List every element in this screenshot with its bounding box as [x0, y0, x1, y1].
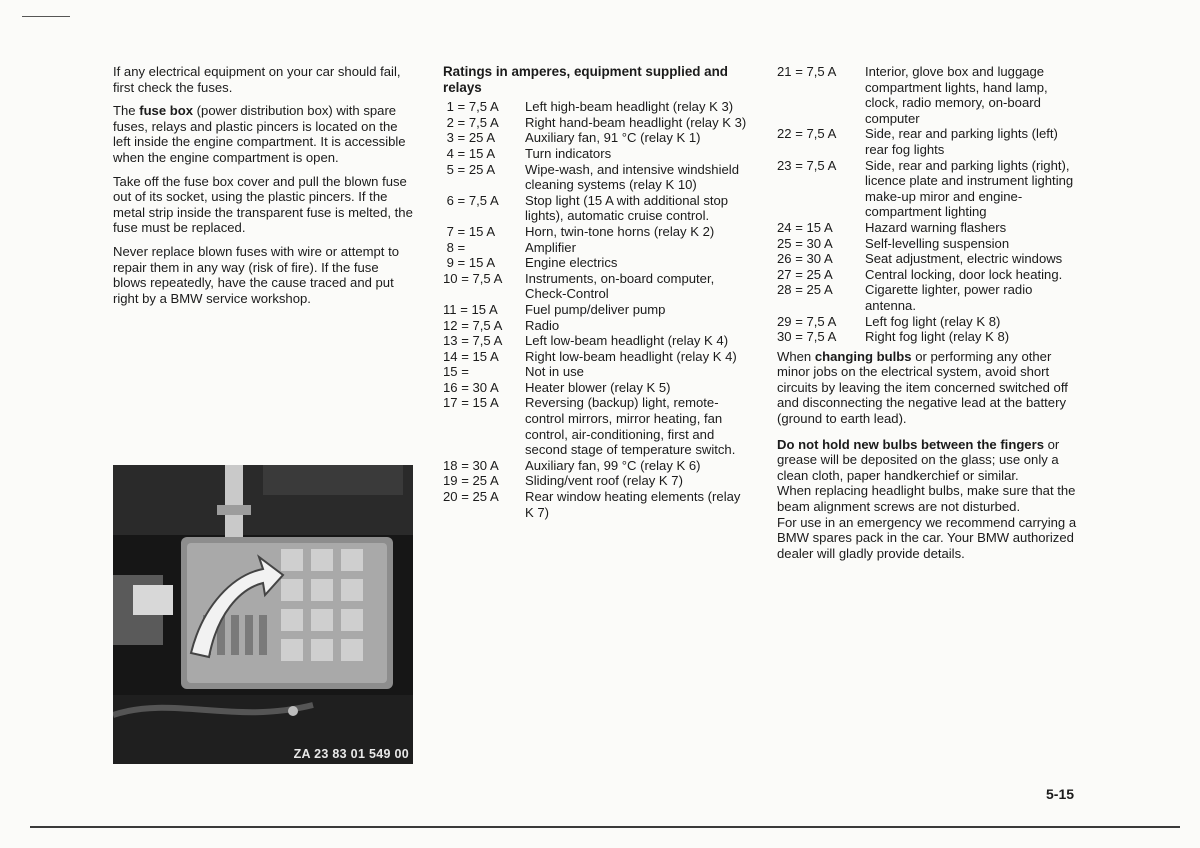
fuse-description: Radio [525, 317, 560, 333]
fuse-description: Engine electrics [525, 255, 618, 271]
fuse-row [443, 271, 751, 302]
fuse-row [443, 349, 751, 365]
bold-term-changing-bulbs: changing bulbs [814, 348, 912, 364]
paragraph-bulb-handling [777, 437, 1083, 484]
column-fuse-ratings [443, 64, 751, 520]
photo-reference-code: ZA 23 83 01 549 00 [293, 747, 409, 761]
fuse-row [777, 236, 1083, 252]
fuse-row [443, 99, 751, 115]
fuse-list [777, 64, 1083, 345]
fuse-number-rating: 11 = 15 A [443, 301, 498, 317]
text-span: The [113, 103, 140, 119]
fuse-number-rating: 18 = 30 A [443, 457, 499, 473]
fuse-description: Side, rear and parking lights (right), licence plate and instrument lighting make-up miror and engine-compartment lighting [865, 157, 1074, 220]
fuse-number-rating: 19 = 25 A [443, 473, 499, 489]
fuse-row [777, 126, 1083, 157]
fuse-description: Instruments, on-board computer, Check-Control [525, 270, 715, 302]
fuse-description: Heater blower (relay K 5) [525, 379, 671, 395]
fuse-description: Right hand-beam headlight (relay K 3) [525, 114, 747, 130]
fuse-row [777, 314, 1083, 330]
bold-warning-bulbs: Do not hold new bulbs between the fingers [777, 436, 1044, 452]
fuse-description: Amplifier [525, 239, 576, 255]
column-intro [113, 64, 413, 314]
fuse-box-illustration [113, 465, 413, 764]
text-span: When [777, 348, 815, 364]
paragraph-changing-bulbs [777, 349, 1083, 427]
fuse-number-rating: 23 = 7,5 A [777, 157, 837, 173]
fuse-description: Horn, twin-tone horns (relay K 2) [525, 223, 715, 239]
fuse-description: Turn indicators [525, 145, 612, 161]
fuse-number-rating: 22 = 7,5 A [777, 126, 837, 142]
fuse-number-rating: 8 = [443, 239, 466, 255]
fuse-row [443, 146, 751, 162]
paragraph-fuse-box [113, 103, 413, 165]
fuse-number-rating: 15 = [443, 364, 469, 380]
page-number: 5-15 [1046, 786, 1075, 802]
fuse-description: Central locking, door lock heating. [865, 266, 1063, 282]
fuse-description: Right fog light (relay K 8) [865, 329, 1010, 345]
fuse-row [443, 364, 751, 380]
fuse-description: Hazard warning flashers [865, 219, 1007, 235]
fuse-row [443, 255, 751, 271]
fuse-number-rating: 7 = 15 A [443, 223, 496, 239]
fuse-row [777, 220, 1083, 236]
page-edge-line [30, 826, 1180, 828]
fuse-list [443, 99, 751, 520]
fuse-description: Stop light (15 A with additional stop lights), automatic cruise control. [525, 192, 729, 224]
fuse-row [443, 333, 751, 349]
fuse-description: Right low-beam headlight (relay K 4) [525, 348, 737, 364]
fuse-description: Fuel pump/deliver pump [525, 301, 666, 317]
fuse-row [443, 458, 751, 474]
fuse-description: Seat adjustment, electric windows [865, 251, 1063, 267]
fuse-row [777, 158, 1083, 220]
fuse-description: Auxiliary fan, 99 °C (relay K 6) [525, 457, 701, 473]
fuse-number-rating: 4 = 15 A [443, 145, 496, 161]
page-edge-line [22, 16, 70, 17]
fuse-row [443, 240, 751, 256]
fuse-number-rating: 2 = 7,5 A [443, 114, 499, 130]
paragraph-warning: Never replace blown fuses with wire or attempt to repair them in any way (risk of fire). If the fuse blows repeatedly, have the cause traced and put right by a BMW service workshop. [113, 243, 400, 306]
fuse-number-rating: 20 = 25 A [443, 489, 499, 505]
fuse-row [443, 380, 751, 396]
fuse-ratings-heading: Ratings in amperes, equipment supplied and relays [443, 64, 728, 95]
fuse-number-rating: 9 = 15 A [443, 255, 496, 271]
fuse-row [777, 267, 1083, 283]
fuse-number-rating: 10 = 7,5 A [443, 270, 503, 286]
fuse-row [443, 318, 751, 334]
fuse-description: Sliding/vent roof (relay K 7) [525, 473, 683, 489]
fuse-description: Left fog light (relay K 8) [865, 313, 1001, 329]
fuse-number-rating: 12 = 7,5 A [443, 317, 503, 333]
fuse-description: Auxiliary fan, 91 °C (relay K 1) [525, 130, 701, 146]
fuse-number-rating: 30 = 7,5 A [777, 329, 837, 345]
fuse-row [443, 130, 751, 146]
fuse-row [443, 193, 751, 224]
fuse-row [443, 224, 751, 240]
fuse-number-rating: 29 = 7,5 A [777, 313, 837, 329]
fuse-row [777, 329, 1083, 345]
fuse-number-rating: 16 = 30 A [443, 379, 499, 395]
fuse-description: Wipe-wash, and intensive windshield cleaning systems (relay K 10) [525, 161, 739, 193]
fuse-number-rating: 13 = 7,5 A [443, 333, 503, 349]
text-span: or performing any other minor jobs on the electrical system, avoid short circuits by leaving the item concerned switched off and disconnecting the negative lead at the battery (ground to earth lead). [777, 348, 1068, 427]
fuse-number-rating: 24 = 15 A [777, 219, 833, 235]
fuse-row [443, 162, 751, 193]
fuse-number-rating: 1 = 7,5 A [443, 99, 499, 115]
fuse-row [443, 473, 751, 489]
fuse-box-photo [113, 465, 413, 764]
fuse-number-rating: 3 = 25 A [443, 130, 496, 146]
fuse-number-rating: 27 = 25 A [777, 266, 833, 282]
fuse-number-rating: 17 = 15 A [443, 395, 499, 411]
fuse-row [443, 489, 751, 520]
fuse-description: Not in use [525, 364, 584, 380]
bold-term-fuse-box: fuse box [139, 103, 194, 119]
fuse-description: Reversing (backup) light, remote-control mirrors, mirror heating, fan control, air-conditioning, first and second stage of temperature switch. [525, 395, 736, 458]
paragraph-remove-fuse: Take off the fuse box cover and pull the blown fuse out of its socket, using the plastic pincers. If the metal strip inside the transparent fuse is melted, the fuse must be replaced. [113, 173, 413, 236]
fuse-description: Left high-beam headlight (relay K 3) [525, 99, 734, 115]
fuse-description: Self-levelling suspension [865, 235, 1010, 251]
fuse-number-rating: 6 = 7,5 A [443, 192, 499, 208]
fuse-row [443, 302, 751, 318]
fuse-description: Interior, glove box and luggage compartment lights, hand lamp, clock, radio memory, on-board computer [865, 64, 1048, 126]
fuse-number-rating: 5 = 25 A [443, 161, 496, 177]
fuse-number-rating: 28 = 25 A [777, 282, 833, 298]
paragraph-headlight-bulbs: When replacing headlight bulbs, make sure that the beam alignment screws are not disturbed. [777, 483, 1076, 515]
fuse-number-rating: 21 = 7,5 A [777, 64, 837, 79]
column-fuse-ratings-continued [777, 64, 1083, 561]
fuse-row [777, 282, 1083, 313]
fuse-row [443, 115, 751, 131]
fuse-number-rating: 14 = 15 A [443, 348, 499, 364]
fuse-number-rating: 25 = 30 A [777, 235, 833, 251]
fuse-number-rating: 26 = 30 A [777, 251, 833, 267]
fuse-description: Side, rear and parking lights (left) rear fog lights [865, 126, 1058, 157]
text-span: or grease will be deposited on the glass; use only a clean cloth, paper handkerchief or similar. [777, 436, 1060, 483]
text-span: (power distribution box) with spare fuses, relays and plastic pincers is located on the left inside the engine compartment. It is accessible when the engine compartment is open. [113, 103, 406, 165]
fuse-row [443, 395, 751, 457]
fuse-description: Rear window heating elements (relay K 7) [525, 489, 741, 520]
paragraph-check-fuses: If any electrical equipment on your car should fail, first check the fuses. [113, 64, 401, 95]
fuse-description: Cigarette lighter, power radio antenna. [865, 282, 1033, 313]
fuse-description: Left low-beam headlight (relay K 4) [525, 333, 729, 349]
fuse-row [777, 64, 1083, 126]
paragraph-spares-pack: For use in an emergency we recommend carrying a BMW spares pack in the car. Your BMW authorized dealer will gladly provide details. [777, 514, 1077, 561]
fuse-row [777, 251, 1083, 267]
